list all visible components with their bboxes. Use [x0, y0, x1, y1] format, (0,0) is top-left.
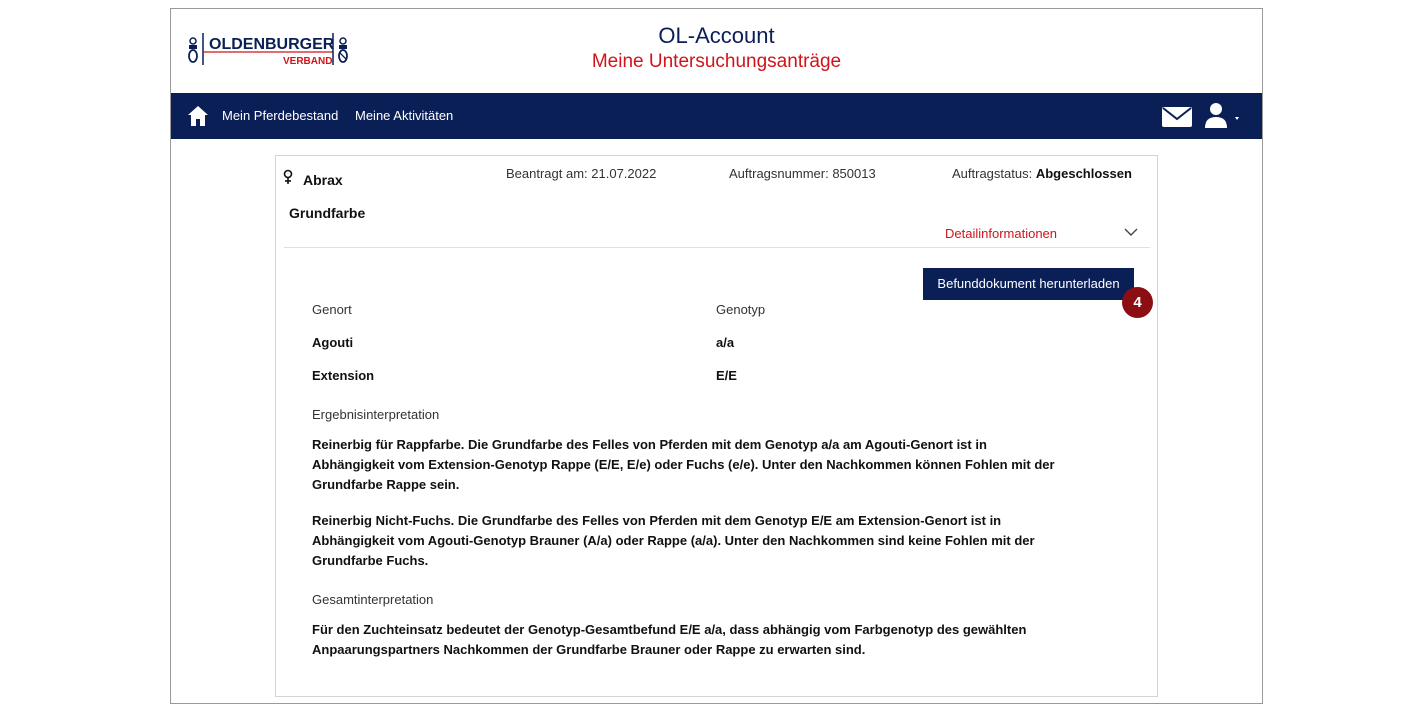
female-symbol-icon — [282, 169, 294, 185]
test-subject: Grundfarbe — [289, 205, 366, 221]
nav-link-pferdebestand[interactable]: Mein Pferdebestand — [222, 108, 339, 123]
column-header-genotyp: Genotyp — [716, 302, 766, 317]
paragraph-line: Grundfarbe Fuchs. — [312, 553, 429, 568]
result-paragraph — [312, 511, 1102, 571]
paragraph-line: Reinerbig Nicht-Fuchs. Die Grundfarbe des Felles von Pferden mit dem Genotyp E/E am Extension-Genort ist in — [312, 513, 1002, 528]
page-subtitle: Meine Untersuchungsanträge — [591, 51, 842, 72]
detail-info-link[interactable]: Detailinformationen — [945, 226, 1058, 241]
horse-name: Abrax — [303, 172, 343, 188]
paragraph-line: Reinerbig für Rappfarbe. Die Grundfarbe des Felles von Pferden mit dem Genotyp a/a am Agouti-Genort ist in — [312, 437, 987, 452]
chevron-down-icon[interactable] — [1124, 227, 1138, 237]
home-icon[interactable] — [187, 105, 209, 127]
locus-cell: Extension — [312, 368, 375, 383]
user-menu-icon[interactable] — [1204, 102, 1244, 130]
paragraph-line: Für den Zuchteinsatz bedeutet der Genotyp-Gesamtbefund E/E a/a, dass abhängig vom Farbgenotyp des gewählten — [312, 622, 1027, 637]
card-divider — [284, 247, 1150, 248]
genotype-cell: E/E — [716, 368, 737, 383]
chevron-down-icon — [1235, 117, 1239, 120]
order-status-value: Abgeschlossen — [1035, 166, 1132, 181]
page-header — [171, 9, 1262, 93]
order-status — [952, 166, 1132, 181]
total-paragraph — [312, 620, 1102, 660]
nav-link-aktivitaeten[interactable]: Meine Aktivitäten — [355, 108, 454, 123]
download-report-button[interactable]: Befunddokument herunterladen — [923, 268, 1134, 300]
paragraph-line: Grundfarbe Rappe sein. — [312, 477, 460, 492]
order-status-label: Auftragstatus: — [952, 166, 1033, 181]
mail-icon[interactable] — [1162, 107, 1192, 127]
paragraph-line: Abhängigkeit vom Extension-Genotyp Rappe (E/E, E/e) oder Fuchs (e/e). Unter den Nachkommen können Fohlen mit der — [312, 457, 1055, 472]
total-interpretation-label: Gesamtinterpretation — [312, 592, 434, 607]
app-window — [170, 8, 1263, 704]
app-title: OL-Account — [658, 23, 775, 48]
logo-text-bottom: VERBAND — [283, 56, 333, 67]
request-card — [275, 155, 1158, 697]
page-titles — [171, 23, 1262, 75]
order-number: Auftragsnummer: 850013 — [729, 166, 876, 181]
genotype-cell: a/a — [716, 335, 735, 350]
column-header-genort: Genort — [312, 302, 352, 317]
locus-cell: Agouti — [312, 335, 354, 350]
paragraph-line: Anpaarungspartners Nachkommen der Grundfarbe Brauner oder Rappe zu erwarten sind. — [312, 642, 866, 657]
logo-text-top: OLDENBURGER — [209, 36, 335, 53]
paragraph-line: Abhängigkeit vom Agouti-Genotyp Brauner (A/a) oder Rappe (a/a). Unter den Nachkommen sind keine Fohlen mit der — [312, 533, 1035, 548]
applied-date: Beantragt am: 21.07.2022 — [506, 166, 657, 181]
result-paragraph — [312, 435, 1102, 495]
step-badge: 4 — [1122, 287, 1153, 318]
result-interpretation-label: Ergebnisinterpretation — [312, 407, 440, 422]
main-navbar — [171, 93, 1262, 139]
